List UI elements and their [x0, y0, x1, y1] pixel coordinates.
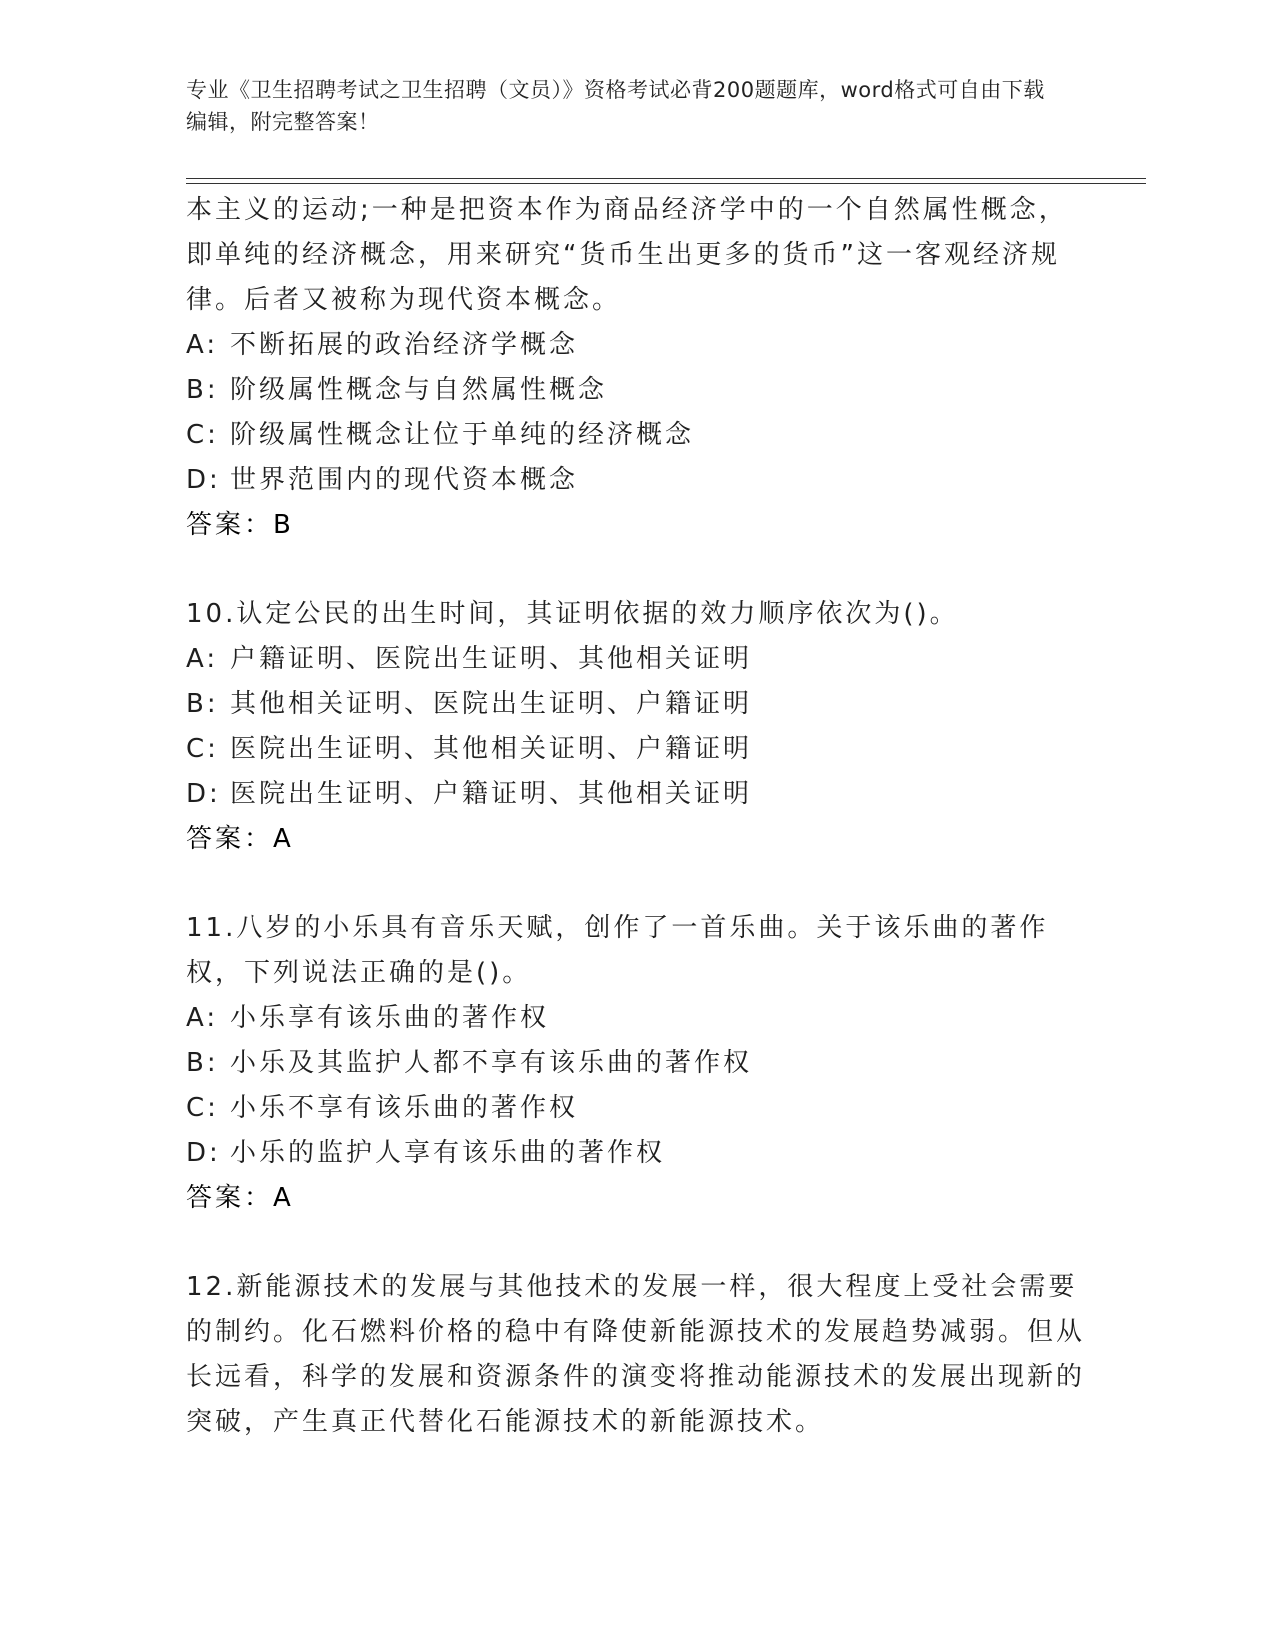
option-text: 医院出生证明、户籍证明、其他相关证明: [230, 779, 753, 809]
question-stem: 11.八岁的小乐具有音乐天赋，创作了一首乐曲。关于该乐曲的著作权，下列说法正确的是()。: [186, 913, 1049, 988]
option-letter: D:: [186, 1138, 221, 1168]
option-letter: B:: [186, 375, 219, 405]
question-block: [186, 906, 1086, 1221]
option-text: 不断拓展的政治经济学概念: [230, 330, 579, 360]
option-text: 世界范围内的现代资本概念: [230, 465, 579, 495]
option-text: 小乐及其监护人都不享有该乐曲的著作权: [230, 1048, 753, 1078]
option-d: [186, 772, 1086, 817]
option-c: [186, 413, 1086, 458]
option-letter: C:: [186, 734, 219, 764]
question-content: [186, 188, 1086, 1445]
block-spacer: [186, 862, 1086, 906]
option-text: 医院出生证明、其他相关证明、户籍证明: [230, 734, 753, 764]
question-stem: 12.新能源技术的发展与其他技术的发展一样，很大程度上受社会需要的制约。化石燃料价格的稳中有降使新能源技术的发展趋势减弱。但从长远看，科学的发展和资源条件的演变将推动能源技术的发展出现新的突破，产生真正代替化石能源技术的新能源技术。: [186, 1272, 1086, 1437]
option-text: 户籍证明、医院出生证明、其他相关证明: [230, 644, 753, 674]
header-rule-top: [186, 178, 1146, 179]
option-letter: B:: [186, 1048, 219, 1078]
option-b: [186, 1041, 1086, 1086]
option-b: [186, 682, 1086, 727]
option-text: 其他相关证明、医院出生证明、户籍证明: [230, 689, 753, 719]
option-letter: A:: [186, 330, 219, 360]
option-letter: C:: [186, 420, 219, 450]
option-letter: D:: [186, 465, 221, 495]
question-stem: 本主义的运动;一种是把资本作为商品经济学中的一个自然属性概念，即单纯的经济概念，用来研究“货币生出更多的货币”这一客观经济规律。后者又被称为现代资本概念。: [186, 195, 1068, 315]
option-letter: D:: [186, 779, 221, 809]
answer-line: 答案：A: [186, 824, 294, 854]
option-c: [186, 727, 1086, 772]
question-stem: 10.认定公民的出生时间，其证明依据的效力顺序依次为()。: [186, 599, 959, 629]
answer-line: 答案：A: [186, 1183, 294, 1213]
option-a: [186, 637, 1086, 682]
option-a: [186, 323, 1086, 368]
question-block: [186, 1265, 1086, 1445]
answer-line: 答案：B: [186, 510, 294, 540]
question-block: [186, 592, 1086, 862]
option-b: [186, 368, 1086, 413]
question-block: [186, 188, 1086, 548]
option-d: [186, 1131, 1086, 1176]
option-letter: A:: [186, 644, 219, 674]
option-text: 小乐不享有该乐曲的著作权: [230, 1093, 579, 1123]
option-letter: C:: [186, 1093, 219, 1123]
option-text: 阶级属性概念让位于单纯的经济概念: [230, 420, 695, 450]
option-text: 阶级属性概念与自然属性概念: [230, 375, 608, 405]
document-header-title: 专业《卫生招聘考试之卫生招聘（文员）》资格考试必背200题题库，word格式可自由下载编辑，附完整答案！: [186, 78, 1045, 134]
block-spacer: [186, 1221, 1086, 1265]
option-text: 小乐享有该乐曲的著作权: [230, 1003, 550, 1033]
option-letter: B:: [186, 689, 219, 719]
option-c: [186, 1086, 1086, 1131]
option-d: [186, 458, 1086, 503]
option-letter: A:: [186, 1003, 219, 1033]
option-a: [186, 996, 1086, 1041]
header-rule-bottom: [186, 183, 1146, 184]
block-spacer: [186, 548, 1086, 592]
option-text: 小乐的监护人享有该乐曲的著作权: [230, 1138, 666, 1168]
